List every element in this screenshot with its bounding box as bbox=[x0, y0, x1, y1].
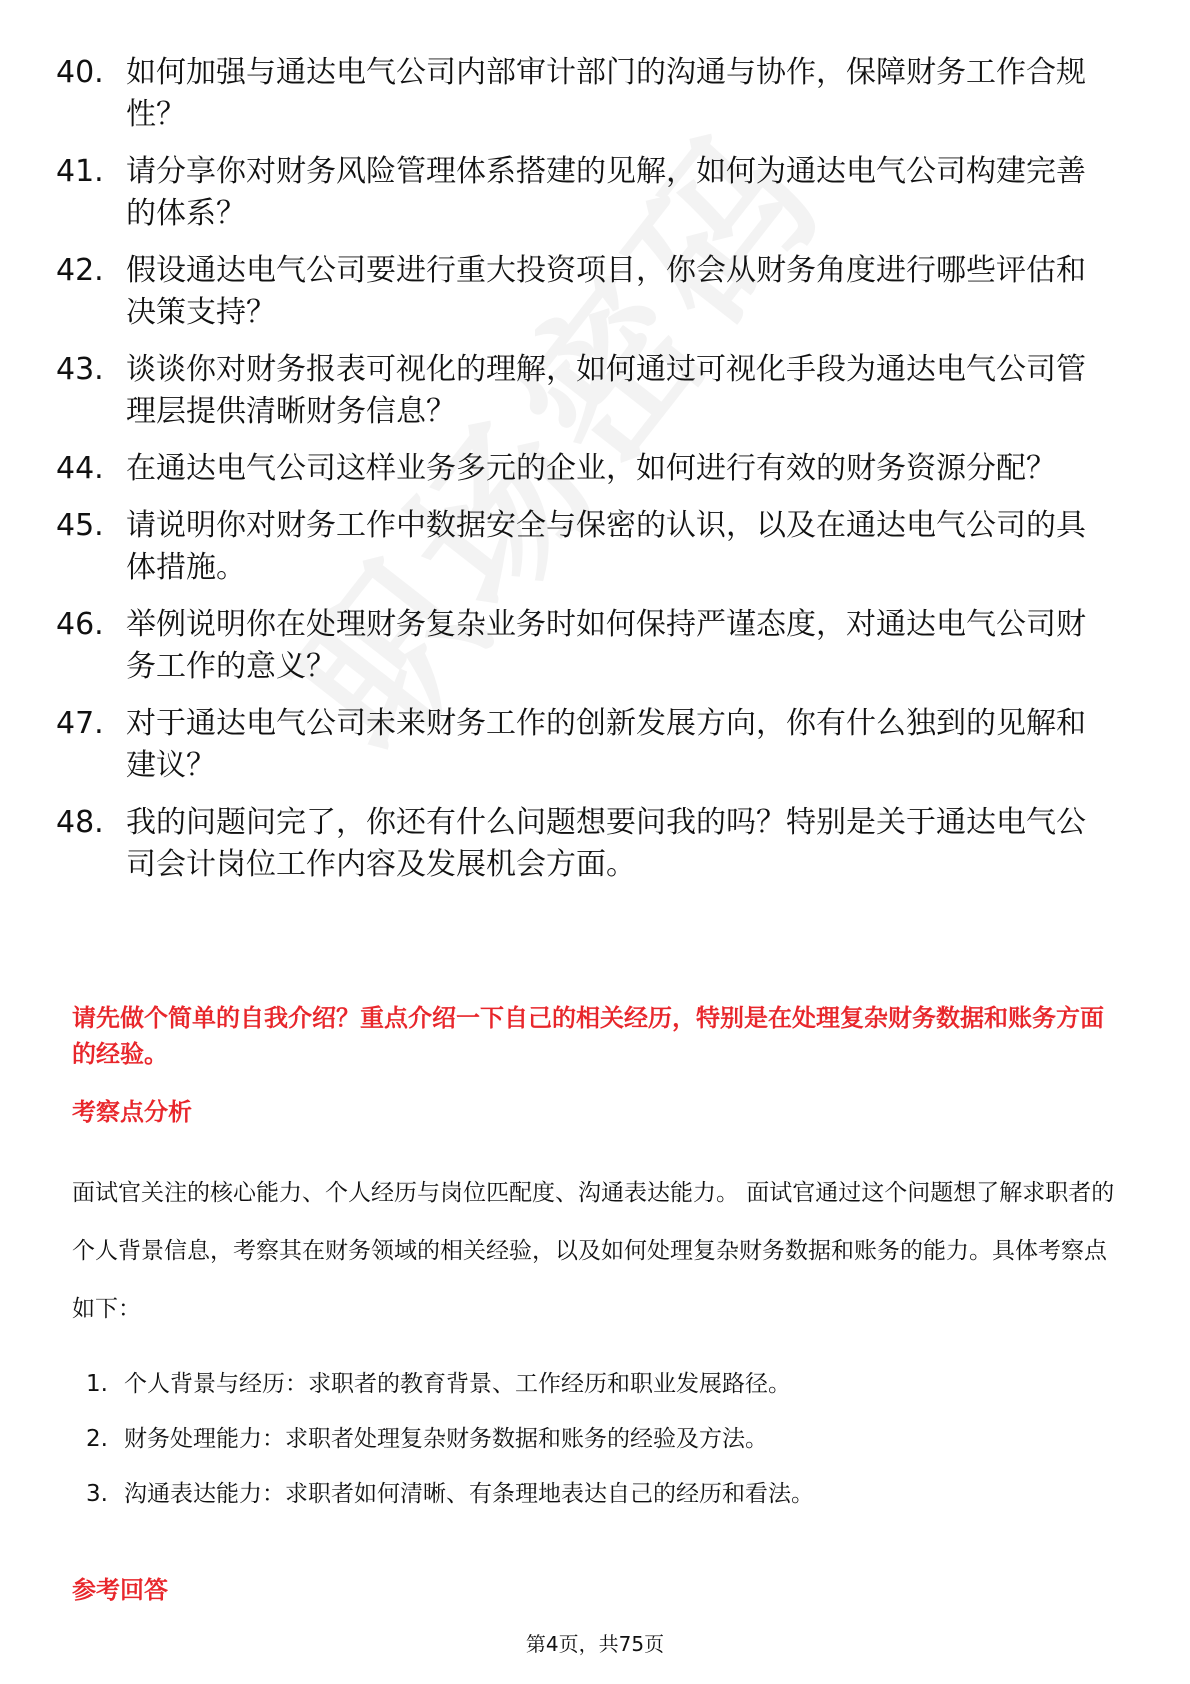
question-item bbox=[56, 52, 1116, 136]
question-item bbox=[56, 604, 1116, 688]
point-number: 1. bbox=[86, 1371, 108, 1397]
question-text: 对于通达电气公司未来财务工作的创新发展方向，你有什么独到的见解和建议？ bbox=[126, 706, 1086, 783]
analysis-point bbox=[86, 1423, 1116, 1455]
page-footer: 第4页，共75页 bbox=[525, 1632, 665, 1656]
question-number: 46. bbox=[56, 607, 104, 642]
question-text: 举例说明你在处理财务复杂业务时如何保持严谨态度，对通达电气公司财务工作的意义？ bbox=[126, 607, 1086, 684]
analysis-paragraph: 面试官关注的核心能力、个人经历与岗位匹配度、沟通表达能力。 面试官通过这个问题想了解求职者的个人背景信息，考察其在财务领域的相关经验，以及如何处理复杂财务数据和账务的能力。具体考察点如下： bbox=[72, 1180, 1115, 1322]
question-number: 47. bbox=[56, 706, 104, 741]
intro-question-heading: 请先做个简单的自我介绍？重点介绍一下自己的相关经历，特别是在处理复杂财务数据和账务方面的经验。 bbox=[72, 1004, 1104, 1068]
question-number: 42. bbox=[56, 253, 104, 288]
question-item bbox=[56, 349, 1116, 433]
question-item bbox=[56, 802, 1116, 886]
question-number: 41. bbox=[56, 154, 104, 189]
question-number: 40. bbox=[56, 55, 104, 90]
point-text: 个人背景与经历：求职者的教育背景、工作经历和职业发展路径。 bbox=[124, 1371, 791, 1397]
question-text: 请说明你对财务工作中数据安全与保密的认识，以及在通达电气公司的具体措施。 bbox=[126, 508, 1086, 585]
analysis-title: 考察点分析 bbox=[72, 1098, 192, 1126]
point-number: 3. bbox=[86, 1481, 108, 1507]
question-list bbox=[56, 52, 1116, 901]
question-number: 44. bbox=[56, 451, 104, 486]
question-item bbox=[56, 703, 1116, 787]
question-item bbox=[56, 250, 1116, 334]
question-item bbox=[56, 448, 1116, 490]
question-text: 请分享你对财务风险管理体系搭建的见解，如何为通达电气公司构建完善的体系？ bbox=[126, 154, 1086, 231]
question-number: 48. bbox=[56, 805, 104, 840]
question-number: 45. bbox=[56, 508, 104, 543]
analysis-point bbox=[86, 1368, 1116, 1400]
point-text: 财务处理能力：求职者处理复杂财务数据和账务的经验及方法。 bbox=[124, 1426, 768, 1452]
reference-answer-title: 参考回答 bbox=[72, 1576, 168, 1604]
question-text: 假设通达电气公司要进行重大投资项目，你会从财务角度进行哪些评估和决策支持？ bbox=[126, 253, 1086, 330]
analysis-point-list bbox=[86, 1368, 1116, 1533]
question-text: 如何加强与通达电气公司内部审计部门的沟通与协作，保障财务工作合规性？ bbox=[126, 55, 1086, 132]
question-item bbox=[56, 151, 1116, 235]
point-number: 2. bbox=[86, 1426, 108, 1452]
question-text: 谈谈你对财务报表可视化的理解，如何通过可视化手段为通达电气公司管理层提供清晰财务信息？ bbox=[126, 352, 1086, 429]
analysis-point bbox=[86, 1478, 1116, 1510]
question-text: 在通达电气公司这样业务多元的企业，如何进行有效的财务资源分配？ bbox=[126, 451, 1056, 486]
question-text: 我的问题问完了，你还有什么问题想要问我的吗？特别是关于通达电气公司会计岗位工作内容及发展机会方面。 bbox=[126, 805, 1086, 882]
question-item bbox=[56, 505, 1116, 589]
point-text: 沟通表达能力：求职者如何清晰、有条理地表达自己的经历和看法。 bbox=[124, 1481, 814, 1507]
question-number: 43. bbox=[56, 352, 104, 387]
